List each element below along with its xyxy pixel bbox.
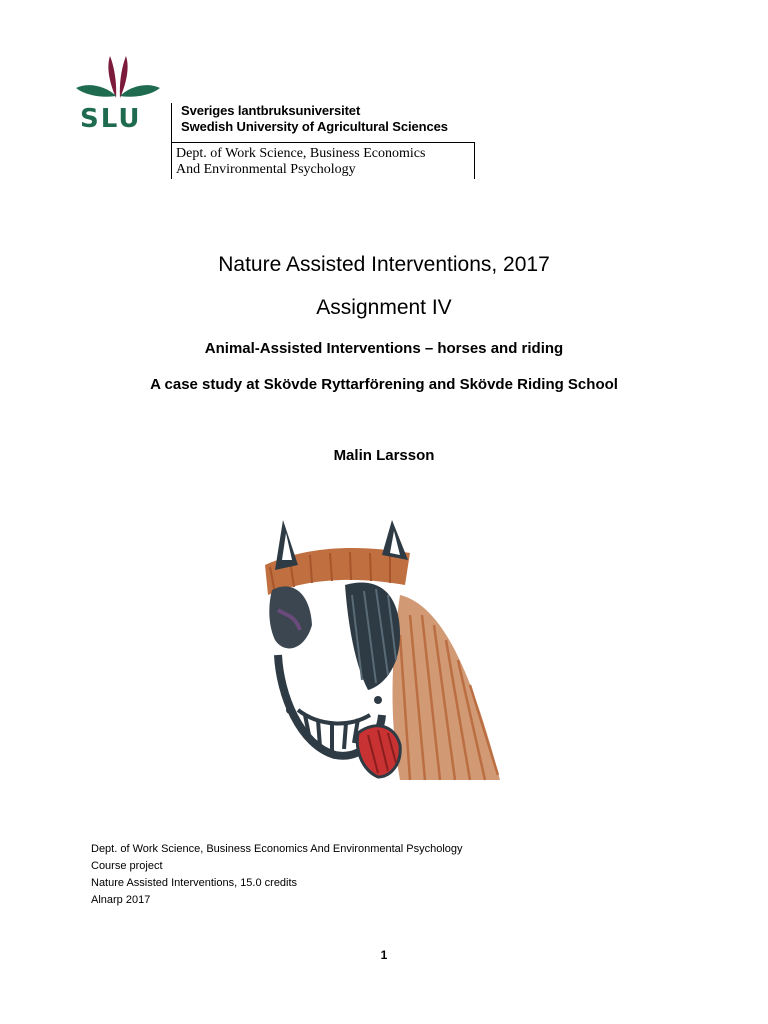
divider	[172, 142, 475, 143]
document-title: Nature Assisted Interventions, 2017	[218, 253, 550, 276]
subtitle: Animal-Assisted Interventions – horses and riding	[204, 340, 564, 357]
divider	[474, 142, 475, 179]
info-course: Nature Assisted Interventions, 15.0 credits	[91, 877, 298, 889]
info-place-year: Alnarp 2017	[91, 894, 151, 906]
assignment-heading: Assignment IV	[316, 296, 452, 319]
horse-drawing-illustration	[250, 515, 520, 790]
department-line-2: And Environmental Psychology	[176, 162, 356, 177]
page-number: 1	[380, 948, 388, 962]
horse-drawing	[250, 515, 520, 790]
slu-leaf-icon	[76, 54, 160, 100]
university-name-english: Swedish University of Agricultural Sciences	[181, 119, 448, 134]
slu-logo	[76, 54, 160, 134]
slu-logo-text: SLU	[80, 104, 142, 134]
info-type: Course project	[91, 860, 163, 872]
course-info	[91, 841, 463, 909]
department-line-1: Dept. of Work Science, Business Economics	[176, 146, 426, 161]
author-name: Malin Larsson	[333, 447, 435, 464]
department-header	[176, 146, 425, 178]
university-header	[171, 103, 475, 179]
info-department: Dept. of Work Science, Business Economics And Environmental Psychology	[91, 843, 463, 855]
university-name-swedish: Sveriges lantbruksuniversitet	[181, 103, 361, 118]
case-study-heading: A case study at Skövde Ryttarförening and Skövde Riding School	[150, 376, 618, 393]
